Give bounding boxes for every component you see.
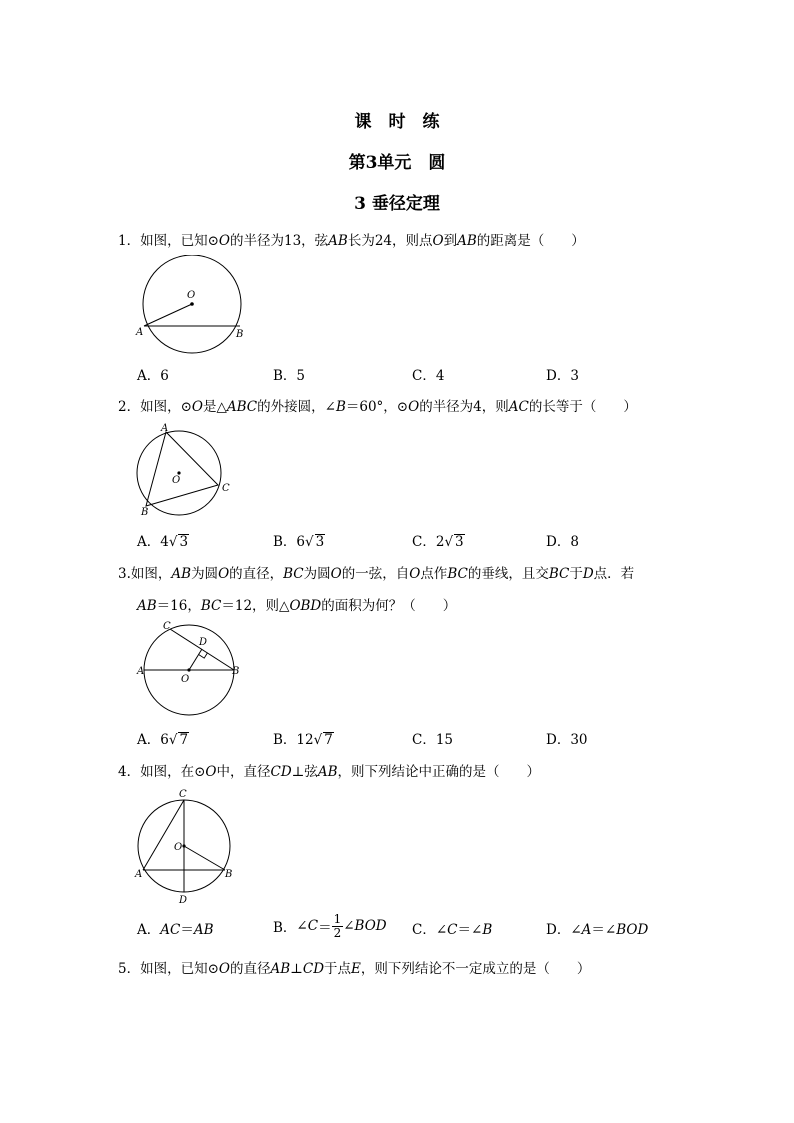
- question-3-figure: [132, 618, 247, 723]
- q3-label-o: O: [181, 674, 190, 685]
- q2-option-c[interactable]: C．2√ 3: [412, 534, 464, 550]
- question-1-figure: [134, 255, 254, 360]
- q3-label-c: C: [163, 621, 171, 632]
- q2-label-o: O: [172, 475, 181, 486]
- q3-option-d[interactable]: D．30: [546, 732, 588, 748]
- q1-label-a: A: [136, 327, 144, 338]
- q2-label-c: C: [222, 483, 230, 494]
- q4-option-b[interactable]: B． ∠ C ＝ $\frac{1}{2}$ ∠ BOD: [273, 911, 387, 940]
- question-4-text: 4．如图，在⊙O中，直径CD⊥弦AB，则下列结论中正确的是（ ）: [118, 764, 541, 780]
- q3-option-c[interactable]: C．15: [412, 732, 454, 748]
- q1-option-c[interactable]: C．4: [412, 368, 445, 384]
- q3-label-a: A: [137, 666, 145, 677]
- q1-option-b[interactable]: B．5: [273, 368, 306, 384]
- question-3-text-line2: AB＝16，BC＝12，则△OBD的面积为何？（ ）: [137, 598, 457, 614]
- q4-option-d[interactable]: D．∠A＝∠BOD: [546, 922, 649, 938]
- q4-label-b: B: [225, 869, 233, 880]
- q3-option-b[interactable]: B．12√ 7: [273, 732, 333, 748]
- lesson-title: 3 垂径定理: [354, 194, 440, 214]
- q4-option-c[interactable]: C．∠C＝∠B: [412, 922, 493, 938]
- question-4-figure: [132, 785, 250, 905]
- question-2-figure: [132, 420, 242, 520]
- q3-label-b: B: [232, 666, 240, 677]
- q3-option-a[interactable]: A．6√ 7: [137, 732, 189, 748]
- q4-label-o: O: [174, 842, 183, 853]
- q4-option-a[interactable]: A．AC＝AB: [137, 922, 214, 938]
- q2-label-a: A: [161, 423, 169, 434]
- q2-option-a[interactable]: A．4√ 3: [137, 534, 189, 550]
- q2-label-b: B: [141, 507, 149, 518]
- q4-label-d: D: [179, 895, 188, 905]
- q1-label-o: O: [187, 290, 196, 301]
- q1-option-d[interactable]: D．3: [546, 368, 579, 384]
- worksheet-title: 课 时 练: [354, 112, 440, 132]
- q3-label-d: D: [199, 637, 208, 648]
- unit-title: 第3单元 圆: [348, 153, 446, 173]
- q2-option-b[interactable]: B．6√ 3: [273, 534, 325, 550]
- question-5-text: 5．如图，已知⊙O的直径AB⊥CD于点E，则下列结论不一定成立的是（ ）: [118, 961, 591, 977]
- question-2-text: 2．如图，⊙O是△ABC的外接圆，∠B＝60°，⊙O的半径为4，则AC的长等于（ ）: [118, 399, 637, 415]
- question-3-text-line1: 3.如图，AB为圆O的直径，BC为圆O的一弦，自O点作BC的垂线，且交BC于D点．若: [118, 566, 635, 582]
- one-half-fraction: $\frac{1}{2}$: [333, 911, 342, 940]
- q4-label-c: C: [179, 789, 187, 800]
- q1-label-b: B: [236, 329, 244, 340]
- q2-option-d[interactable]: D．8: [546, 534, 579, 550]
- q1-option-a[interactable]: A．6: [137, 368, 169, 384]
- question-1-text: 1．如图，已知⊙O的半径为13，弦AB长为24，则点O到AB的距离是（ ）: [118, 233, 585, 249]
- q4-label-a: A: [135, 869, 143, 880]
